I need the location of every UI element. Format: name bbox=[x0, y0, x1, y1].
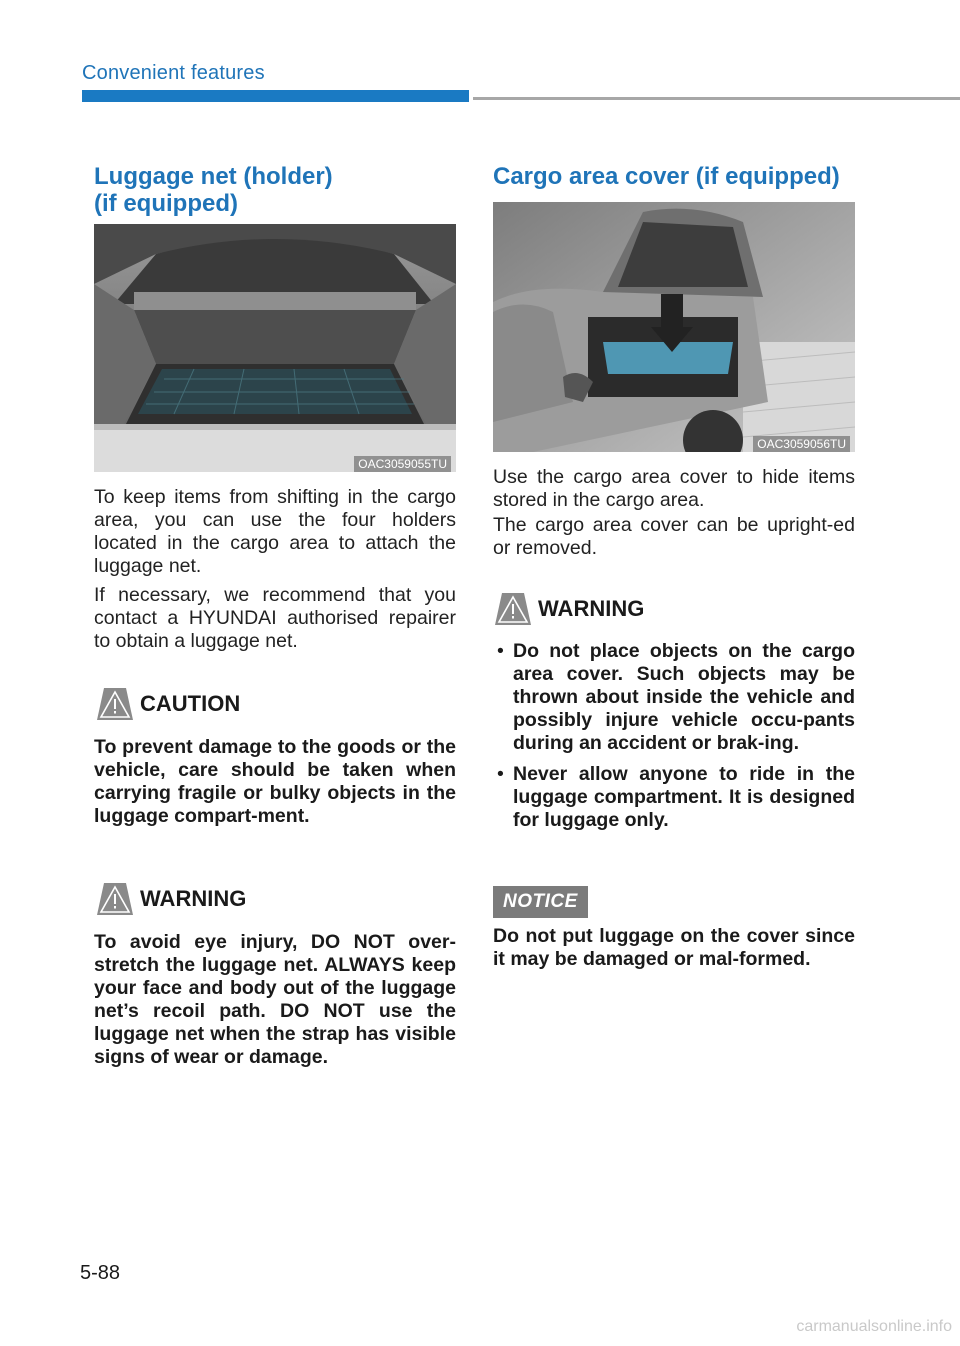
luggage-net-title-line2: (if equipped) bbox=[94, 190, 238, 217]
photo-code-label: OAC3059056TU bbox=[753, 436, 850, 452]
warning-triangle-icon bbox=[96, 686, 134, 722]
section-header-title: Convenient features bbox=[82, 62, 265, 84]
warning-triangle-icon bbox=[494, 591, 532, 627]
header-accent-bar bbox=[82, 90, 469, 102]
luggage-net-paragraph-2: If necessary, we recommend that you contact a HYUNDAI authorised repairer to obtain a luggage net. bbox=[94, 584, 456, 652]
luggage-net-photo bbox=[94, 224, 456, 472]
notice-text: Do not put luggage on the cover since it may be damaged or mal-formed. bbox=[493, 925, 855, 970]
warning-label-right: WARNING bbox=[538, 596, 645, 621]
luggage-net-title-line1: Luggage net (holder) bbox=[94, 163, 333, 190]
photo-code-label: OAC3059055TU bbox=[354, 456, 451, 472]
cargo-cover-photo bbox=[493, 202, 855, 452]
list-item: • Do not place objects on the cargo area cover. Such objects may be thrown about inside the vehicle and possibly injure vehicle occu-pants during an accident or brak-ing. bbox=[493, 640, 855, 755]
luggage-net-warning-text: To avoid eye injury, DO NOT over-stretch the luggage net. ALWAYS keep your face and body out of the luggage net’s recoil path. DO NOT use the luggage net when the strap has visible signs of wear or damage. bbox=[94, 931, 456, 1068]
list-item: • Never allow anyone to ride in the luggage compartment. It is designed for luggage only. bbox=[493, 763, 855, 832]
cargo-cover-paragraph-2: The cargo area cover can be upright-ed or removed. bbox=[493, 514, 855, 559]
caution-text: To prevent damage to the goods or the vehicle, care should be taken when carrying fragile or bulky objects in the luggage compart-ment. bbox=[94, 736, 456, 827]
watermark-text: carmanualsonline.info bbox=[796, 1318, 952, 1335]
cargo-cover-paragraph-1: Use the cargo area cover to hide items stored in the cargo area. bbox=[493, 466, 855, 511]
cargo-cover-title: Cargo area cover (if equipped) bbox=[493, 163, 840, 190]
page-number: 5-88 bbox=[80, 1262, 121, 1284]
caution-header bbox=[96, 686, 240, 722]
luggage-net-title bbox=[94, 163, 333, 217]
header-divider-line bbox=[473, 97, 960, 100]
warning-header-right bbox=[494, 591, 644, 627]
notice-badge: NOTICE bbox=[493, 886, 588, 918]
warning-label-left: WARNING bbox=[140, 886, 247, 911]
luggage-net-paragraph-1: To keep items from shifting in the cargo area, you can use the four holders located in the cargo area to attach the luggage net. bbox=[94, 486, 456, 577]
cargo-cover-warning-list bbox=[493, 640, 855, 840]
warning-header-left bbox=[96, 881, 246, 917]
warning-triangle-icon bbox=[96, 881, 134, 917]
caution-label: CAUTION bbox=[140, 691, 241, 716]
